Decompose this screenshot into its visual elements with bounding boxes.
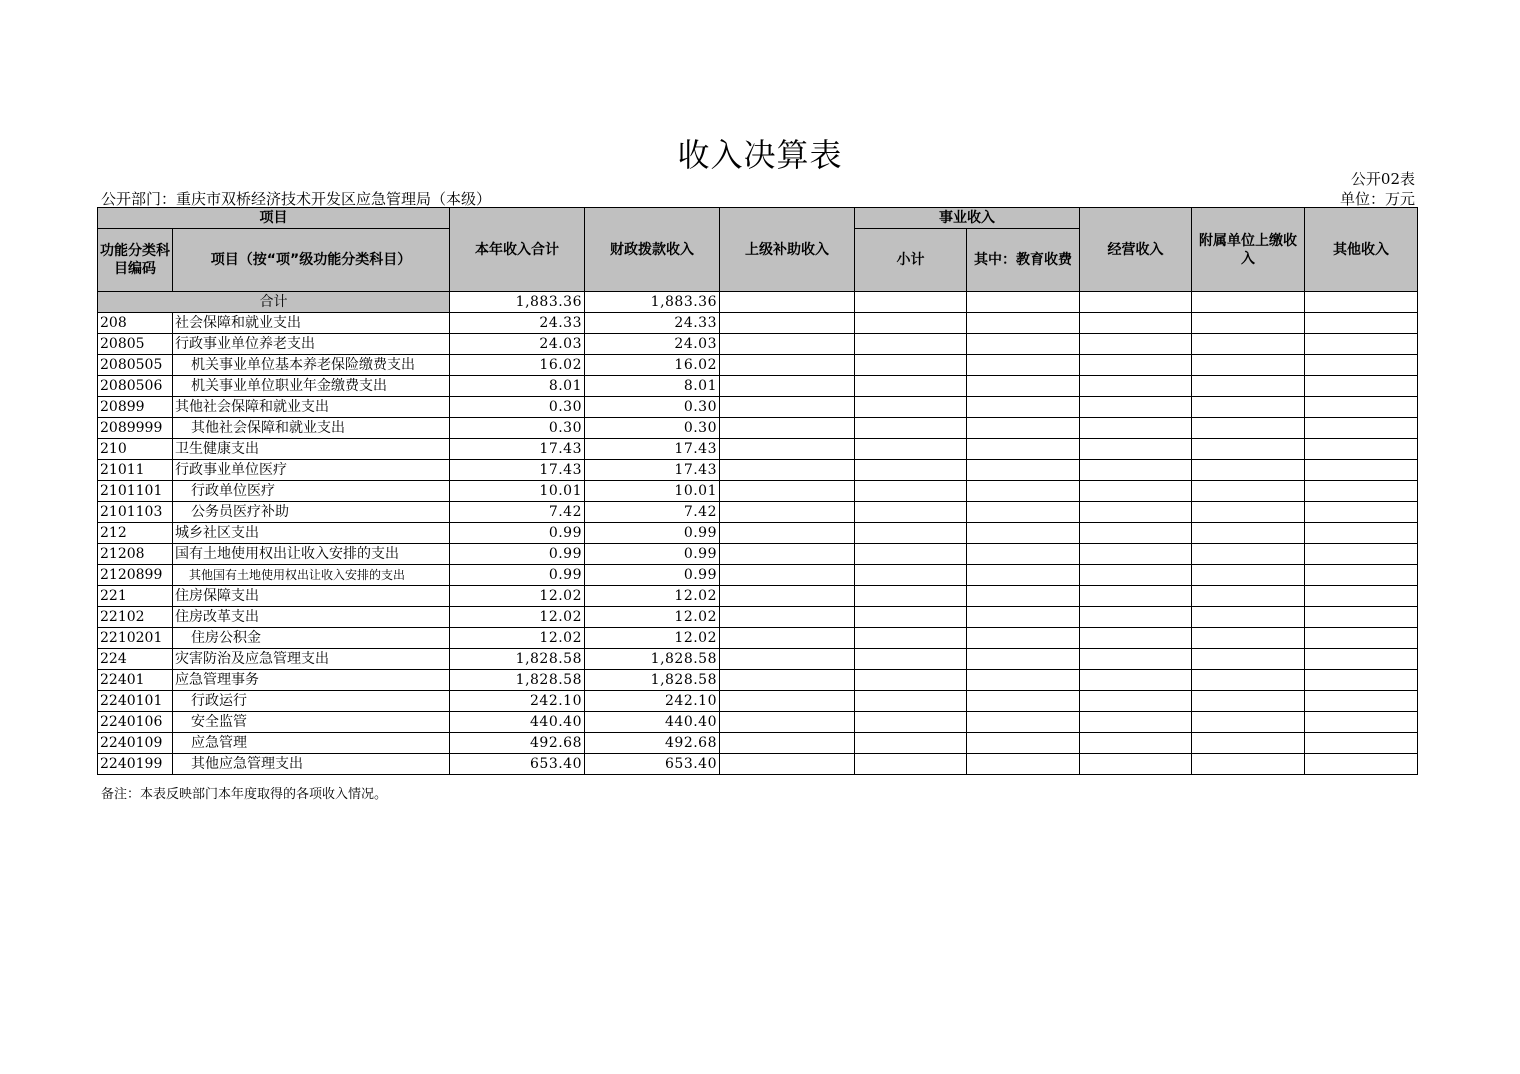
row-code: 20899 — [98, 397, 173, 418]
row-total: 17.43 — [450, 460, 585, 481]
revenue-table — [97, 207, 1418, 775]
row-code: 2240106 — [98, 712, 173, 733]
table-row — [98, 733, 1418, 754]
empty-cell — [720, 565, 855, 586]
page-title: 收入决算表 — [677, 136, 843, 174]
empty-cell — [1192, 607, 1305, 628]
header-total: 本年收入合计 — [450, 208, 585, 292]
empty-cell — [1305, 628, 1418, 649]
empty-cell — [1305, 691, 1418, 712]
row-name: 其他应急管理支出 — [173, 754, 450, 775]
empty-cell — [1080, 418, 1192, 439]
empty-cell — [967, 502, 1080, 523]
empty-cell — [720, 334, 855, 355]
row-total: 7.42 — [450, 502, 585, 523]
empty-cell — [855, 523, 967, 544]
empty-cell — [1305, 439, 1418, 460]
table-row — [98, 712, 1418, 733]
empty-cell — [967, 544, 1080, 565]
row-total: 0.30 — [450, 397, 585, 418]
empty-cell — [720, 754, 855, 775]
empty-cell — [855, 712, 967, 733]
footnote: 备注：本表反映部门本年度取得的各项收入情况。 — [101, 787, 388, 802]
empty-cell — [720, 418, 855, 439]
empty-cell — [855, 565, 967, 586]
row-total: 0.99 — [450, 565, 585, 586]
row-name: 机关事业单位职业年金缴费支出 — [173, 376, 450, 397]
empty-cell — [1192, 481, 1305, 502]
empty-cell — [1192, 523, 1305, 544]
empty-cell — [720, 292, 855, 313]
empty-cell — [1192, 691, 1305, 712]
empty-cell — [1080, 292, 1192, 313]
empty-cell — [1192, 544, 1305, 565]
empty-cell — [855, 628, 967, 649]
table-row — [98, 649, 1418, 670]
row-code: 20805 — [98, 334, 173, 355]
row-code: 2101101 — [98, 481, 173, 502]
row-fiscal: 0.99 — [585, 544, 720, 565]
header-name: 项目（按“项”级功能分类科目） — [173, 229, 450, 292]
empty-cell — [855, 355, 967, 376]
empty-cell — [967, 418, 1080, 439]
empty-cell — [1305, 313, 1418, 334]
empty-cell — [1305, 502, 1418, 523]
empty-cell — [720, 502, 855, 523]
table-row — [98, 313, 1418, 334]
empty-cell — [1192, 712, 1305, 733]
row-fiscal: 1,828.58 — [585, 649, 720, 670]
total-amount: 1,883.36 — [450, 292, 585, 313]
empty-cell — [855, 733, 967, 754]
empty-cell — [1080, 523, 1192, 544]
row-fiscal: 12.02 — [585, 586, 720, 607]
row-code: 2089999 — [98, 418, 173, 439]
empty-cell — [1080, 670, 1192, 691]
empty-cell — [855, 754, 967, 775]
empty-cell — [855, 649, 967, 670]
row-code: 21011 — [98, 460, 173, 481]
row-fiscal: 17.43 — [585, 460, 720, 481]
row-code: 212 — [98, 523, 173, 544]
row-total: 8.01 — [450, 376, 585, 397]
empty-cell — [1192, 397, 1305, 418]
empty-cell — [967, 754, 1080, 775]
empty-cell — [967, 292, 1080, 313]
row-name: 机关事业单位基本养老保险缴费支出 — [173, 355, 450, 376]
empty-cell — [1080, 649, 1192, 670]
row-name: 灾害防治及应急管理支出 — [173, 649, 450, 670]
table-row — [98, 460, 1418, 481]
row-total: 242.10 — [450, 691, 585, 712]
empty-cell — [1305, 418, 1418, 439]
row-total: 24.03 — [450, 334, 585, 355]
empty-cell — [1305, 376, 1418, 397]
row-name: 公务员医疗补助 — [173, 502, 450, 523]
row-total: 492.68 — [450, 733, 585, 754]
header-operating: 经营收入 — [1080, 208, 1192, 292]
department-label: 公开部门：重庆市双桥经济技术开发区应急管理局（本级） — [101, 190, 492, 208]
row-total: 0.99 — [450, 523, 585, 544]
empty-cell — [720, 439, 855, 460]
empty-cell — [1080, 397, 1192, 418]
row-fiscal: 0.30 — [585, 418, 720, 439]
empty-cell — [967, 691, 1080, 712]
empty-cell — [1080, 586, 1192, 607]
header-subtotal: 小计 — [855, 229, 967, 292]
empty-cell — [1305, 733, 1418, 754]
row-fiscal: 492.68 — [585, 733, 720, 754]
empty-cell — [1192, 565, 1305, 586]
row-code: 22401 — [98, 670, 173, 691]
row-name: 安全监管 — [173, 712, 450, 733]
row-total: 1,828.58 — [450, 670, 585, 691]
empty-cell — [1080, 712, 1192, 733]
table-row — [98, 565, 1418, 586]
empty-cell — [1080, 691, 1192, 712]
row-code: 21208 — [98, 544, 173, 565]
empty-cell — [1080, 565, 1192, 586]
table-row — [98, 628, 1418, 649]
row-fiscal: 0.30 — [585, 397, 720, 418]
empty-cell — [720, 691, 855, 712]
empty-cell — [1192, 376, 1305, 397]
row-total: 16.02 — [450, 355, 585, 376]
table-row — [98, 754, 1418, 775]
row-total: 10.01 — [450, 481, 585, 502]
table-row — [98, 607, 1418, 628]
empty-cell — [1080, 607, 1192, 628]
empty-cell — [1192, 628, 1305, 649]
empty-cell — [1192, 418, 1305, 439]
empty-cell — [1305, 712, 1418, 733]
empty-cell — [720, 376, 855, 397]
row-name: 社会保障和就业支出 — [173, 313, 450, 334]
empty-cell — [967, 439, 1080, 460]
row-name: 住房公积金 — [173, 628, 450, 649]
empty-cell — [720, 586, 855, 607]
empty-cell — [1080, 376, 1192, 397]
empty-cell — [855, 376, 967, 397]
empty-cell — [967, 586, 1080, 607]
row-code: 2080505 — [98, 355, 173, 376]
row-fiscal: 17.43 — [585, 439, 720, 460]
empty-cell — [967, 397, 1080, 418]
header-fiscal: 财政拨款收入 — [585, 208, 720, 292]
row-total: 0.30 — [450, 418, 585, 439]
row-code: 208 — [98, 313, 173, 334]
empty-cell — [967, 523, 1080, 544]
row-code: 2120899 — [98, 565, 173, 586]
row-name: 其他社会保障和就业支出 — [173, 397, 450, 418]
row-name: 行政单位医疗 — [173, 481, 450, 502]
empty-cell — [1305, 460, 1418, 481]
row-total: 1,828.58 — [450, 649, 585, 670]
empty-cell — [1305, 292, 1418, 313]
row-fiscal: 16.02 — [585, 355, 720, 376]
empty-cell — [1305, 586, 1418, 607]
empty-cell — [855, 460, 967, 481]
empty-cell — [1305, 397, 1418, 418]
row-fiscal: 24.03 — [585, 334, 720, 355]
empty-cell — [855, 670, 967, 691]
empty-cell — [967, 628, 1080, 649]
empty-cell — [967, 670, 1080, 691]
empty-cell — [1192, 292, 1305, 313]
table-row — [98, 481, 1418, 502]
empty-cell — [720, 397, 855, 418]
empty-cell — [720, 460, 855, 481]
table-row — [98, 355, 1418, 376]
empty-cell — [855, 544, 967, 565]
row-code: 2210201 — [98, 628, 173, 649]
total-label: 合计 — [98, 292, 450, 313]
empty-cell — [1080, 460, 1192, 481]
table-row — [98, 544, 1418, 565]
empty-cell — [720, 628, 855, 649]
empty-cell — [855, 691, 967, 712]
empty-cell — [1192, 502, 1305, 523]
empty-cell — [1305, 334, 1418, 355]
empty-cell — [855, 418, 967, 439]
table-row — [98, 418, 1418, 439]
empty-cell — [855, 481, 967, 502]
row-name: 应急管理事务 — [173, 670, 450, 691]
table-row — [98, 439, 1418, 460]
empty-cell — [720, 481, 855, 502]
empty-cell — [1080, 628, 1192, 649]
row-code: 2101103 — [98, 502, 173, 523]
header-education: 其中：教育收费 — [967, 229, 1080, 292]
empty-cell — [967, 565, 1080, 586]
row-total: 12.02 — [450, 607, 585, 628]
table-row — [98, 523, 1418, 544]
empty-cell — [1192, 460, 1305, 481]
empty-cell — [967, 313, 1080, 334]
empty-cell — [1192, 355, 1305, 376]
row-fiscal: 7.42 — [585, 502, 720, 523]
empty-cell — [1192, 439, 1305, 460]
empty-cell — [967, 481, 1080, 502]
empty-cell — [1305, 481, 1418, 502]
row-total: 24.33 — [450, 313, 585, 334]
empty-cell — [967, 334, 1080, 355]
empty-cell — [855, 439, 967, 460]
table-row — [98, 376, 1418, 397]
row-code: 224 — [98, 649, 173, 670]
row-total: 17.43 — [450, 439, 585, 460]
empty-cell — [1192, 670, 1305, 691]
header-other: 其他收入 — [1305, 208, 1418, 292]
row-code: 2240199 — [98, 754, 173, 775]
empty-cell — [855, 607, 967, 628]
empty-cell — [1192, 313, 1305, 334]
empty-cell — [720, 733, 855, 754]
empty-cell — [1080, 544, 1192, 565]
header-business-group: 事业收入 — [855, 208, 1080, 229]
empty-cell — [855, 292, 967, 313]
empty-cell — [967, 607, 1080, 628]
row-name: 卫生健康支出 — [173, 439, 450, 460]
row-fiscal: 1,828.58 — [585, 670, 720, 691]
empty-cell — [1080, 481, 1192, 502]
empty-cell — [1080, 754, 1192, 775]
empty-cell — [1080, 733, 1192, 754]
row-name: 行政事业单位养老支出 — [173, 334, 450, 355]
empty-cell — [720, 313, 855, 334]
row-name: 行政事业单位医疗 — [173, 460, 450, 481]
unit-label: 单位：万元 — [1339, 190, 1415, 208]
row-fiscal: 8.01 — [585, 376, 720, 397]
empty-cell — [967, 460, 1080, 481]
empty-cell — [855, 334, 967, 355]
row-name: 应急管理 — [173, 733, 450, 754]
row-fiscal: 0.99 — [585, 565, 720, 586]
row-total: 653.40 — [450, 754, 585, 775]
row-fiscal: 10.01 — [585, 481, 720, 502]
empty-cell — [720, 544, 855, 565]
row-fiscal: 440.40 — [585, 712, 720, 733]
row-fiscal: 12.02 — [585, 607, 720, 628]
empty-cell — [1192, 586, 1305, 607]
table-row — [98, 397, 1418, 418]
empty-cell — [720, 649, 855, 670]
empty-cell — [720, 670, 855, 691]
row-fiscal: 0.99 — [585, 523, 720, 544]
empty-cell — [855, 502, 967, 523]
empty-cell — [1192, 649, 1305, 670]
table-row — [98, 502, 1418, 523]
row-name: 住房改革支出 — [173, 607, 450, 628]
row-name: 城乡社区支出 — [173, 523, 450, 544]
empty-cell — [1192, 733, 1305, 754]
empty-cell — [967, 355, 1080, 376]
empty-cell — [967, 712, 1080, 733]
empty-cell — [1192, 334, 1305, 355]
row-fiscal: 12.02 — [585, 628, 720, 649]
row-name: 其他社会保障和就业支出 — [173, 418, 450, 439]
row-code: 22102 — [98, 607, 173, 628]
empty-cell — [1305, 607, 1418, 628]
row-name: 其他国有土地使用权出让收入安排的支出 — [173, 565, 450, 586]
header-superior: 上级补助收入 — [720, 208, 855, 292]
empty-cell — [967, 376, 1080, 397]
empty-cell — [1080, 502, 1192, 523]
empty-cell — [1305, 670, 1418, 691]
table-row — [98, 334, 1418, 355]
empty-cell — [1192, 754, 1305, 775]
header-affiliated: 附属单位上缴收入 — [1192, 208, 1305, 292]
table-row — [98, 586, 1418, 607]
total-fiscal: 1,883.36 — [585, 292, 720, 313]
row-code: 2240101 — [98, 691, 173, 712]
row-name: 住房保障支出 — [173, 586, 450, 607]
table-row — [98, 691, 1418, 712]
row-fiscal: 24.33 — [585, 313, 720, 334]
empty-cell — [1305, 565, 1418, 586]
empty-cell — [855, 313, 967, 334]
row-total: 440.40 — [450, 712, 585, 733]
empty-cell — [1080, 334, 1192, 355]
header-code: 功能分类科目编码 — [98, 229, 173, 292]
empty-cell — [720, 355, 855, 376]
row-name: 国有土地使用权出让收入安排的支出 — [173, 544, 450, 565]
empty-cell — [720, 712, 855, 733]
table-row — [98, 670, 1418, 691]
empty-cell — [855, 397, 967, 418]
empty-cell — [967, 649, 1080, 670]
row-code: 2240109 — [98, 733, 173, 754]
row-code: 2080506 — [98, 376, 173, 397]
row-fiscal: 242.10 — [585, 691, 720, 712]
empty-cell — [720, 607, 855, 628]
empty-cell — [1080, 355, 1192, 376]
header-row-1 — [98, 208, 1418, 229]
row-total: 12.02 — [450, 628, 585, 649]
row-total: 12.02 — [450, 586, 585, 607]
header-item-group: 项目 — [98, 208, 450, 229]
empty-cell — [720, 523, 855, 544]
row-code: 210 — [98, 439, 173, 460]
empty-cell — [967, 733, 1080, 754]
row-total: 0.99 — [450, 544, 585, 565]
empty-cell — [1305, 544, 1418, 565]
empty-cell — [1305, 649, 1418, 670]
form-number: 公开02表 — [1350, 170, 1415, 188]
row-code: 221 — [98, 586, 173, 607]
row-name: 行政运行 — [173, 691, 450, 712]
empty-cell — [1080, 313, 1192, 334]
row-fiscal: 653.40 — [585, 754, 720, 775]
total-row — [98, 292, 1418, 313]
empty-cell — [1305, 754, 1418, 775]
empty-cell — [1305, 355, 1418, 376]
empty-cell — [1305, 523, 1418, 544]
empty-cell — [1080, 439, 1192, 460]
empty-cell — [855, 586, 967, 607]
